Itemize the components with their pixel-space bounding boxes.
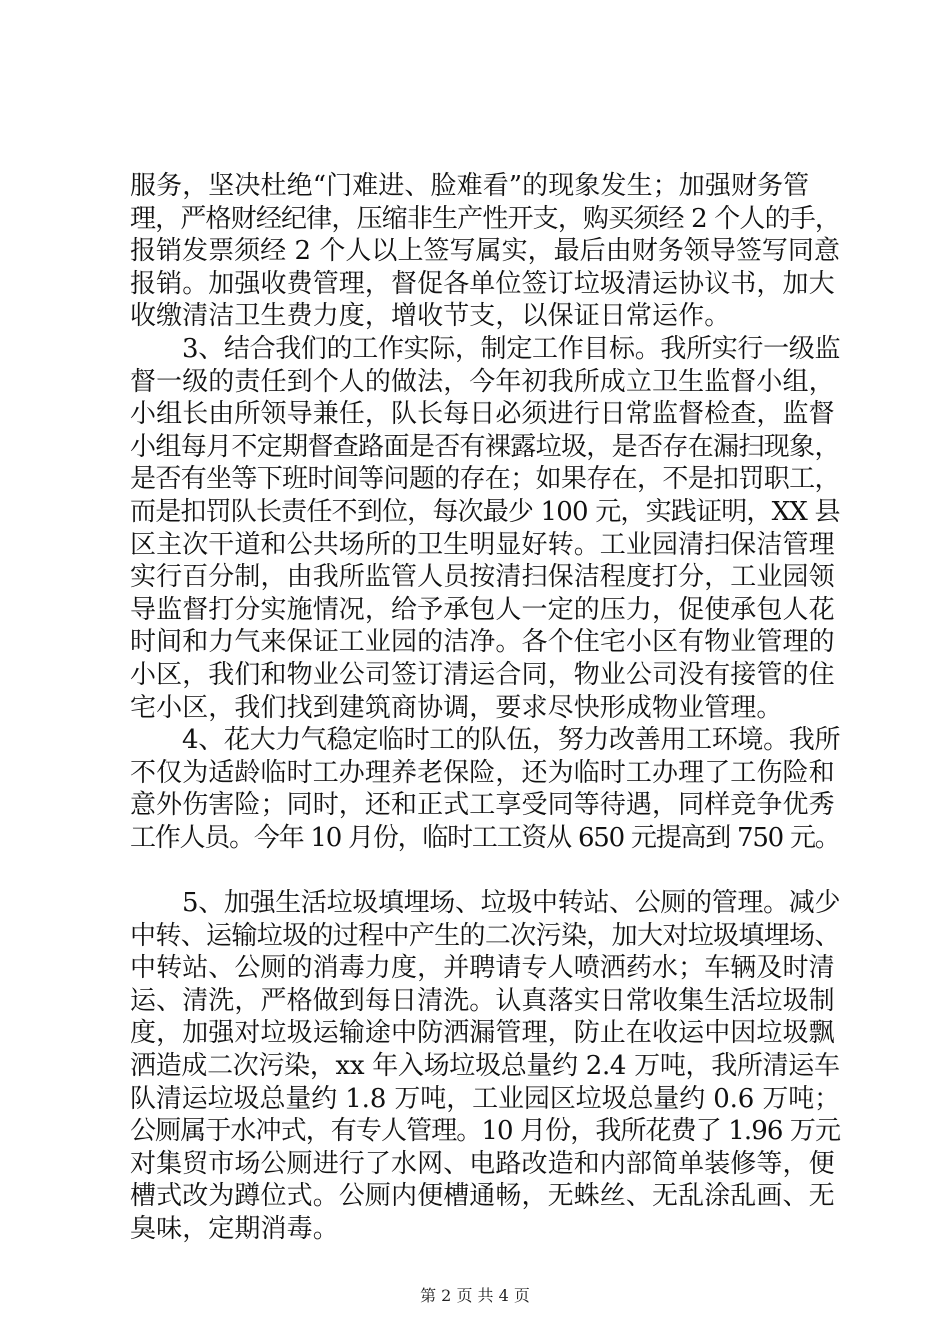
text-line: 中转、运输垃圾的过程中产生的二次污染，加大对垃圾填埋场、	[130, 920, 840, 951]
text-line: 小组长由所领导兼任，队长每日必须进行日常监督检查，监督	[130, 399, 835, 430]
text-line: 臭味，定期消毒。	[130, 1214, 339, 1244]
text-line: 槽式改为蹲位式。公厕内便槽通畅，无蛛丝、无乱涂乱画、无	[130, 1181, 835, 1212]
paragraph-5-first-line: 5、加强生活垃圾填埋场、垃圾中转站、公厕的管理。减少	[182, 888, 841, 919]
text-line: 宅小区，我们找到建筑商协调，要求尽快形成物业管理。	[130, 692, 783, 723]
text-line: 是否有坐等下班时间等问题的存在；如果存在，不是扣罚职工，	[130, 464, 840, 495]
text-line: 督一级的责任到个人的做法，今年初我所成立卫生监督小组，	[130, 366, 835, 397]
paragraph-3-first-line: 3、结合我们的工作实际，制定工作目标。我所实行一级监	[182, 333, 841, 364]
text-line: 区主次干道和公共场所的卫生明显好转。工业园清扫保洁管理	[130, 529, 835, 560]
text-line: 收缴清洁卫生费力度，增收节支，以保证日常运作。	[130, 301, 731, 332]
text-line: 运、清洗，严格做到每日清洗。认真落实日常收集生活垃圾制	[130, 985, 835, 1016]
text-line: 实行百分制，由我所监管人员按清扫保洁程度打分，工业园领	[130, 562, 835, 593]
body-text	[130, 170, 840, 1246]
text-line: 度，加强对垃圾运输途中防洒漏管理，防止在收运中因垃圾飘	[130, 1018, 835, 1049]
text-line: 工作人员。今年 10 月份，临时工工资从 650 元提高到 750 元。	[130, 822, 840, 853]
text-line: 中转站、公厕的消毒力度，并聘请专人喷洒药水；车辆及时清	[130, 953, 835, 984]
paragraph-4-first-line: 4、花大力气稳定临时工的队伍，努力改善用工环境。我所	[182, 725, 841, 756]
text-line: 意外伤害险；同时，还和正式工享受同等待遇，同样竞争优秀	[130, 790, 835, 821]
text-line: 公厕属于水冲式，有专人管理。10 月份，我所花费了 1.96 万元	[130, 1116, 841, 1147]
text-line: 导监督打分实施情况，给予承包人一定的压力，促使承包人花	[130, 594, 835, 625]
text-line: 而是扣罚队长责任不到位，每次最少 100 元，实践证明，XX 县	[130, 496, 840, 527]
paragraph-gap	[130, 854, 840, 887]
text-line: 对集贸市场公厕进行了水网、电路改造和内部简单装修等，便	[130, 1148, 835, 1179]
text-line: 报销发票须经 2 个人以上签写属实，最后由财务领导签写同意	[130, 236, 840, 267]
text-line: 小组每月不定期督查路面是否有裸露垃圾，是否存在漏扫现象，	[130, 431, 840, 462]
text-line: 洒造成二次污染，xx 年入场垃圾总量约 2.4 万吨，我所清运车	[130, 1051, 840, 1082]
text-line: 理，严格财经纪律，压缩非生产性开支，购买须经 2 个人的手，	[130, 203, 841, 234]
page-number-footer: 第 2 页 共 4 页	[420, 1286, 530, 1305]
text-line: 不仅为适龄临时工办理养老保险，还为临时工办理了工伤险和	[130, 757, 835, 788]
text-line: 队清运垃圾总量约 1.8 万吨，工业园区垃圾总量约 0.6 万吨；	[130, 1083, 841, 1114]
text-line: 小区，我们和物业公司签订清运合同，物业公司没有接管的住	[130, 659, 835, 690]
text-line: 时间和力气来保证工业园的洁净。各个住宅小区有物业管理的	[130, 627, 835, 658]
text-line: 报销。加强收费管理，督促各单位签订垃圾清运协议书，加大	[130, 268, 835, 299]
text-line: 服务，坚决杜绝“门难进、脸难看”的现象发生；加强财务管	[130, 171, 810, 201]
